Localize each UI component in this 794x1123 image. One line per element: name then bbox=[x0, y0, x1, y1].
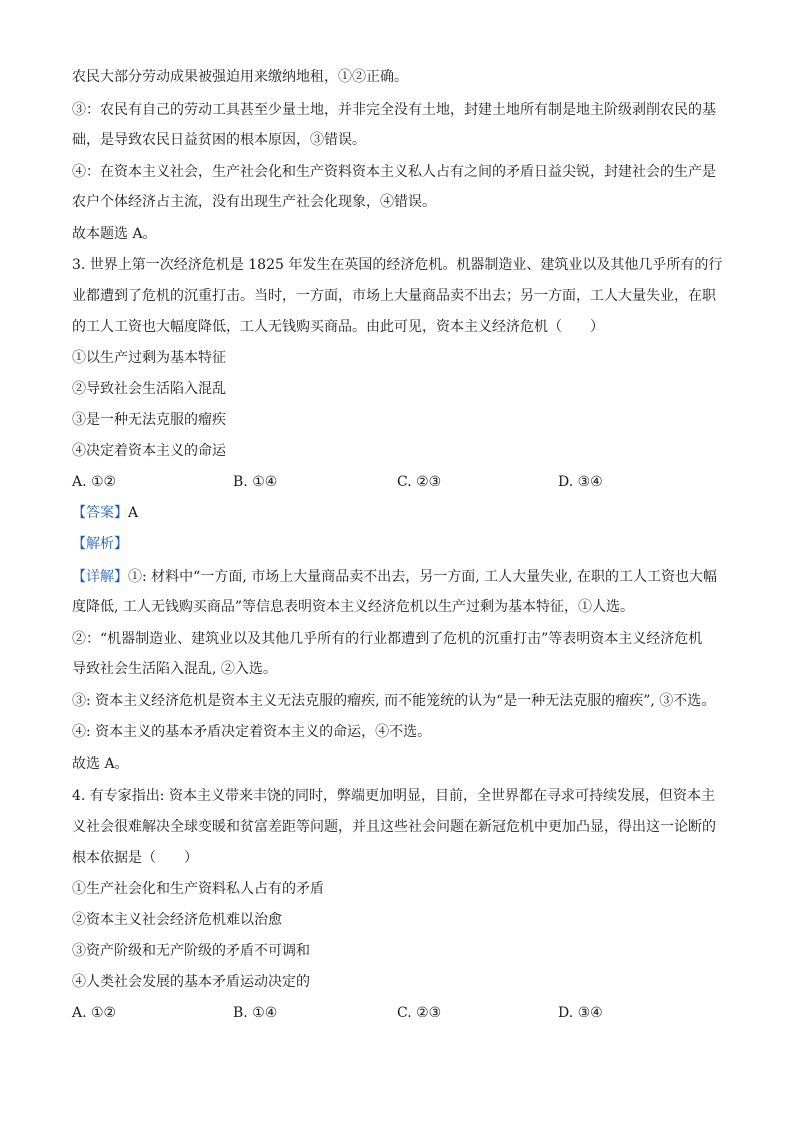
statement-item: ②导致社会生活陷入混乱 bbox=[72, 381, 226, 397]
answer-value: A bbox=[128, 505, 139, 521]
statement-item: ④人类社会发展的基本矛盾运动决定的 bbox=[72, 974, 310, 990]
analysis-tag bbox=[72, 534, 128, 554]
text-line: 农民大部分劳动成果被强迫用来缴纳地租，①②正确。 bbox=[72, 69, 408, 85]
option-a: A. ①② bbox=[72, 474, 117, 490]
explanation-line: 导致社会生活陷入混乱, ②入选。 bbox=[72, 661, 277, 677]
statement-item: ④决定着资本主义的命运 bbox=[72, 443, 226, 459]
statement-item: ①以生产过剩为基本特征 bbox=[72, 350, 226, 366]
text-line: ④：在资本主义社会，生产社会化和生产资料资本主义私人占有之间的矛盾日益尖锐，封建社会的生产是 bbox=[72, 164, 716, 180]
analysis-label: 【解析】 bbox=[72, 536, 128, 552]
statement-item: ③资产阶级和无产阶级的矛盾不可调和 bbox=[72, 943, 310, 959]
explanation-line: 度降低, 工人无钱购买商品”等信息表明资本主义经济危机以生产过剩为基本特征，①人选。 bbox=[72, 599, 635, 615]
question-stem: 的工人工资也大幅度降低，工人无钱购买商品。由此可见，资本主义经济危机（ ） bbox=[72, 319, 604, 335]
explanation-line: ③: 资本主义经济危机是资本主义无法克服的瘤疾, 而不能笼统的认为“是一种无法克服的瘤疾”, ③不选。 bbox=[72, 693, 716, 709]
text-line: ③：农民有自己的劳动工具甚至少量土地，并非完全没有土地，封建土地所有制是地主阶级剥削农民的基 bbox=[72, 102, 716, 118]
option-b: B. ①④ bbox=[233, 474, 278, 490]
explanation-line: ④: 资本主义的基本矛盾决定着资本主义的命运，④不选。 bbox=[72, 724, 432, 740]
option-c: C. ②③ bbox=[397, 1005, 442, 1021]
explanation-line: 故选 A。 bbox=[72, 756, 129, 772]
text-line: 农户个体经济占主流，没有出现生产社会化现象，④错误。 bbox=[72, 194, 436, 210]
question-stem: 根本依据是（ ） bbox=[72, 850, 198, 866]
explanation-line: ②：“机器制造业、建筑业以及其他几乎所有的行业都遭到了危机的沉重打击”等表明资本主义经济危机 bbox=[72, 631, 703, 647]
explanation-text: ①: 材料中“一方面, 市场上大量商品卖不出去，另一方面, 工人大量失业, 在职的工人工资也大幅 bbox=[128, 569, 718, 585]
question-stem: 3. 世界上第一次经济危机是 1825 年发生在英国的经济危机。机器制造业、建筑业以及其他几乎所有的行 bbox=[72, 257, 723, 273]
question-stem: 业都遭到了危机的沉重打击。当时，一方面，市场上大量商品卖不出去；另一方面，工人大量失业，在职 bbox=[72, 288, 716, 304]
option-d: D. ③④ bbox=[558, 474, 603, 490]
option-d: D. ③④ bbox=[558, 1005, 603, 1021]
option-a: A. ①② bbox=[72, 1005, 117, 1021]
question-stem: 义社会很难解决全球变暖和贫富差距等问题，并且这些社会问题在新冠危机中更加凸显，得出这一论断的 bbox=[72, 819, 716, 835]
statement-item: ①生产社会化和生产资料私人占有的矛盾 bbox=[72, 881, 324, 897]
detail-tag: 【详解】 bbox=[72, 569, 128, 585]
answer-tag: 【答案】 bbox=[72, 505, 128, 521]
statement-item: ②资本主义社会经济危机难以治愈 bbox=[72, 912, 282, 928]
explanation-line bbox=[72, 567, 717, 587]
text-line: 故本题选 A。 bbox=[72, 226, 157, 242]
question-stem: 4. 有专家指出: 资本主义带来丰饶的同时，弊端更加明显，目前，全世界都在寻求可持续发展，但资本主 bbox=[72, 788, 715, 804]
option-c: C. ②③ bbox=[397, 474, 442, 490]
statement-item: ③是一种无法克服的瘤疾 bbox=[72, 412, 226, 428]
text-line: 础，是导致农民日益贫困的根本原因，③错误。 bbox=[72, 132, 366, 148]
answer-line bbox=[72, 503, 138, 523]
option-b: B. ①④ bbox=[233, 1005, 278, 1021]
